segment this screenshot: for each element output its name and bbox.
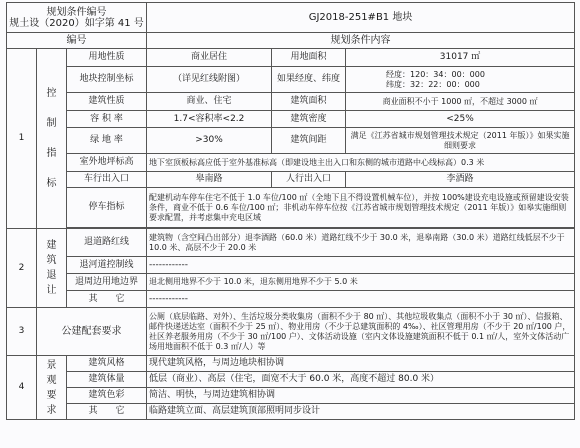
vehicle-label: 车行出入口: [67, 172, 147, 188]
code-label-cell: [7, 3, 147, 33]
no-label: 编号: [7, 33, 147, 49]
s2-road-row: [7, 229, 575, 257]
s1-vertical-text: 控制指标: [46, 87, 57, 189]
s2-other-value: ------------: [147, 291, 575, 308]
code-label-line-2: 规土设（2020）如字第 41 号: [9, 17, 144, 29]
land-use-label: 用地性质: [67, 49, 147, 67]
road-label: 退道路红线: [67, 229, 147, 257]
green-value: >30%: [147, 128, 272, 154]
s4-number: 4: [7, 356, 37, 420]
pedestrian-value: 李酒路: [346, 172, 575, 188]
volume-value: 低层（商业）、高层（住宅，面宽不大于 60.0 米，高度不超过 80.0 米）: [147, 372, 575, 388]
river-value: ------------: [147, 257, 575, 274]
s4-style-row: [7, 356, 575, 372]
s3-label: 公建配套要求: [37, 308, 147, 356]
s4-vertical-label: [37, 356, 67, 420]
bldg-type-value: 商业、住宅: [147, 93, 272, 111]
s3-value: 公厕（底层临路、对外）、生活垃圾分类收集房（面积不少于 80 ㎡）、其他垃圾收集点（面积不小于 30 ㎡）、信报箱、邮件快递送达室（面积不少于 25 ㎡）、物业用房（不少于总建筑面积的 4‰）、社区管理用房（不少于 20 ㎡/100 户，社区养老服务用房（不少于 30 ㎡/100 户）、文体活动设施（室内文体设施建筑面积不低于 0.1 ㎡/人，室外文体活动广场用地面积不低于 0.3 ㎡/人）等: [147, 308, 575, 356]
bldg-type-label: 建筑性质: [67, 93, 147, 111]
s3-row: [7, 308, 575, 356]
s1-parking-row: [7, 188, 575, 228]
bldg-area-value: 商业面积不小于 1000 ㎡，不超过 3000 ㎡: [346, 93, 575, 111]
green-label: 绿 地 率: [67, 128, 147, 154]
lonlat-value: [346, 67, 575, 93]
bldg-area-label: 建筑面积: [272, 93, 346, 111]
s1-coord-row: [7, 67, 575, 93]
coord-label: 地块控制坐标: [67, 67, 147, 93]
adjacent-label: 退周边用地边界: [67, 274, 147, 291]
style-value: 现代建筑风格，与周边地块相协调: [147, 356, 575, 372]
s2-other-row: [7, 291, 575, 308]
land-area-label: 用地面积: [272, 49, 346, 67]
s1-vertical-label: [37, 49, 67, 229]
s1-green-row: [7, 128, 575, 154]
s4-other-label: 其 它: [67, 404, 147, 420]
adjacent-value: 退北侧用地界不少于 10.0 米，退东侧用地界不少于 5.0 米: [147, 274, 575, 291]
vehicle-value: 皋南路: [147, 172, 272, 188]
style-label: 建筑风格: [67, 356, 147, 372]
s1-outdoor-row: [7, 154, 575, 172]
s2-number: 2: [7, 229, 37, 308]
s2-river-row: [7, 257, 575, 274]
far-value: 1.7<容积率<2.2: [147, 111, 272, 128]
s2-adjacent-row: [7, 274, 575, 291]
road-value: 建筑物（含空间凸出部分）退李酒路（60.0 米）道路红线不少于 30.0 米，退皋南路（30.0 米）道路红线低层不少于 10.0 米、高层不少于 20.0 米: [147, 229, 575, 257]
s1-land-use-row: [7, 49, 575, 67]
outdoor-label: 室外地坪标高: [67, 154, 147, 172]
color-value: 简洁、明快，与周边建筑相协调: [147, 388, 575, 404]
planning-conditions-table: [6, 2, 575, 420]
s2-other-label: 其 它: [67, 291, 147, 308]
s1-far-row: [7, 111, 575, 128]
river-label: 退河道控制线: [67, 257, 147, 274]
s1-bldg-type-row: [7, 93, 575, 111]
color-label: 建筑色彩: [67, 388, 147, 404]
far-label: 容 积 率: [67, 111, 147, 128]
parking-value: 配建机动车停车住宅不低于 1.0 车位/100 ㎡（全地下且不得设置机械车位），并按 100%建设充电设施或预留建设安装条件，商业不低于 0.6 车位/100 ㎡；非机动车停车位按《江苏省城市规划管理技术规定（2011 年版）》如皋实施细则要求配置，并考虑集中充电区域: [147, 188, 575, 228]
parking-label: 停车指标: [67, 188, 147, 228]
outdoor-value: 地下室顶板标高应低于室外基准标高（即建设地主出入口和东侧的城市道路中心线标高）0.3 米: [147, 154, 575, 172]
land-area-value: 31017 ㎡: [346, 49, 575, 67]
code-label-line-1: 规划条件编号: [46, 6, 107, 18]
s2-vertical-text: 建筑退让: [46, 240, 57, 296]
s2-vertical-label: [37, 229, 67, 308]
land-use-value: 商业居住: [147, 49, 272, 67]
lonlat-label: 如果经度、纬度: [272, 67, 346, 93]
spacing-value: 满足《江苏省城市规划管理技术规定（2011 年版）》如果实施细则要求: [346, 128, 575, 154]
s3-number: 3: [7, 308, 37, 356]
s4-other-row: [7, 404, 575, 420]
s1-entrance-row: [7, 172, 575, 188]
coord-value: （详见红线附图）: [147, 67, 272, 93]
content-label: 规划条件内容: [147, 33, 575, 49]
volume-label: 建筑体量: [67, 372, 147, 388]
subheader-row: [7, 33, 575, 49]
latitude: 纬度：32：22：00：000: [386, 79, 480, 89]
s4-volume-row: [7, 372, 575, 388]
s1-number: 1: [7, 49, 37, 229]
header-row: [7, 3, 575, 33]
density-label: 建筑密度: [272, 111, 346, 128]
density-value: <25%: [346, 111, 575, 128]
longitude: 经度：120：34：00：000: [386, 69, 485, 79]
s4-vertical-text: 景观要求: [46, 359, 57, 416]
pedestrian-label: 人行出入口: [272, 172, 346, 188]
spacing-label: 建筑间距: [272, 128, 346, 154]
s4-color-row: [7, 388, 575, 404]
s4-other-value: 临路建筑立面、高层建筑顶部照明同步设计: [147, 404, 575, 420]
plot-title: GJ2018-251#B1 地块: [147, 3, 575, 33]
